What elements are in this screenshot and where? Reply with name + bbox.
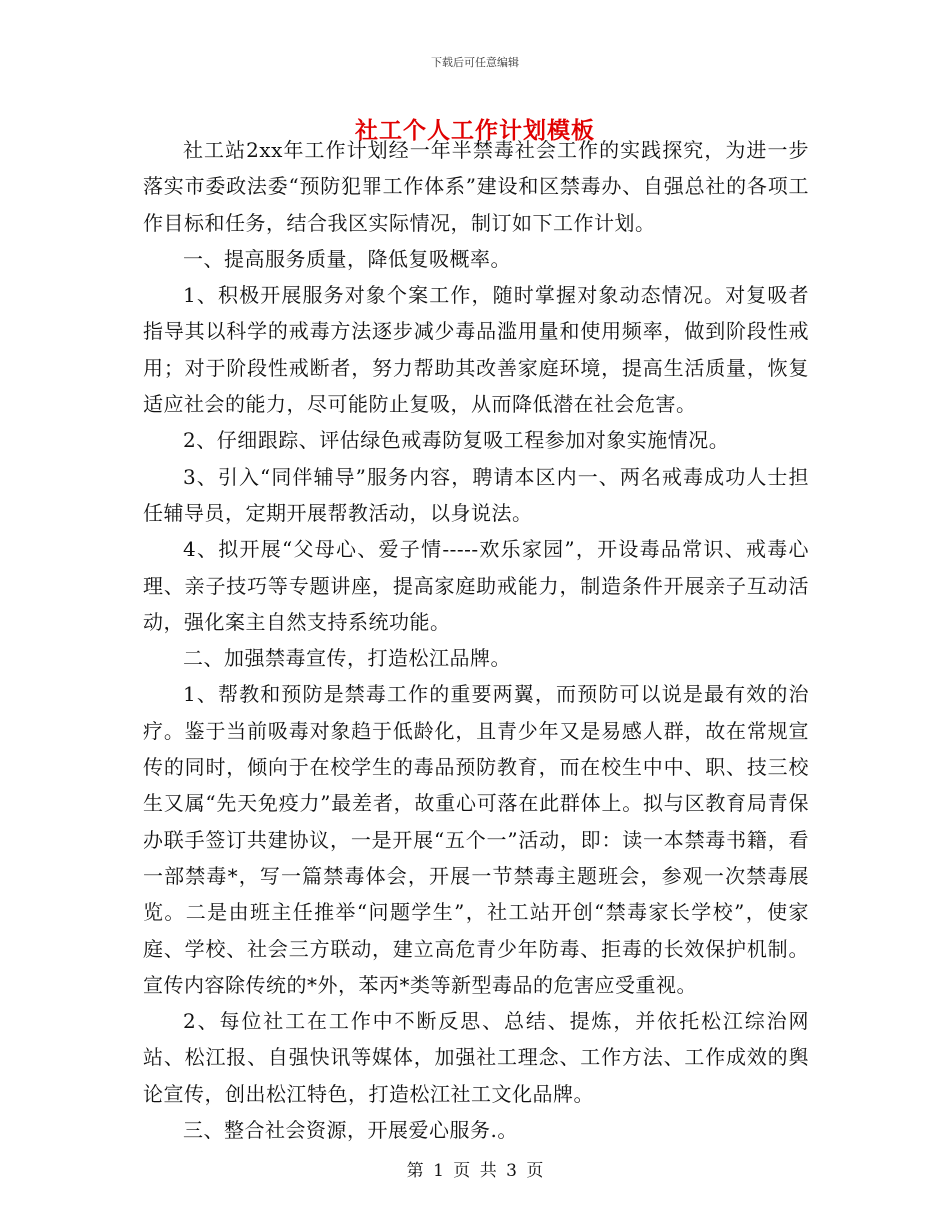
- paragraph-1-4: 4、拟开展“父母心、爱子情-----欢乐家园”，开设毒品常识、戒毒心理、亲子技巧等专题讲座，提高家庭助戒能力，制造条件开展亲子互动活动，强化案主自然支持系统功能。: [143, 537, 809, 634]
- paragraph-2-1: 1、帮教和预防是禁毒工作的重要两翼，而预防可以说是最有效的治疗。鉴于当前吸毒对象趋于低龄化，且青少年又是易感人群，故在常规宣传的同时，倾向于在校学生的毒品预防教育，而在校生中中、职、技三校生又属“先天免疫力”最差者，故重心可落在此群体上。拟与区教育局青保办联手签订共建协议，一是开展“五个一”活动，即：读一本禁毒书籍，看一部禁毒*，写一篇禁毒体会，开展一节禁毒主题班会，参观一次禁毒展览。二是由班主任推举“问题学生”，社工站开创“禁毒家长学校”，使家庭、学校、社会三方联动，建立高危青少年防毒、拒毒的长效保护机制。宣传内容除传统的*外，苯丙*类等新型毒品的危害应受重视。: [143, 682, 809, 997]
- paragraph-1-2: 2、仔细跟踪、评估绿色戒毒防复吸工程参加对象实施情况。: [183, 428, 730, 453]
- paragraph-intro: 社工站2xx年工作计划经一年半禁毒社会工作的实践探究，为进一步落实市委政法委“预防犯罪工作体系”建设和区禁毒办、自强总社的各项工作目标和任务，结合我区实际情况，制订如下工作计划。: [143, 138, 809, 235]
- section-heading-1: 一、提高服务质量，降低复吸概率。: [183, 246, 511, 271]
- paragraph-1-3: 3、引入“同伴辅导”服务内容，聘请本区内一、两名戒毒成功人士担任辅导员，定期开展帮教活动，以身说法。: [143, 464, 809, 525]
- header-note: 下载后可任意编辑: [431, 56, 519, 69]
- section-heading-3: 三、整合社会资源，开展爱心服务.。: [183, 1118, 518, 1143]
- document-title: 社工个人工作计划模板: [355, 117, 595, 144]
- paragraph-2-2: 2、每位社工在工作中不断反思、总结、提炼，并依托松江综治网站、松江报、自强快讯等媒体，加强社工理念、工作方法、工作成效的舆论宣传，创出松江特色，打造松江社工文化品牌。: [143, 1009, 809, 1106]
- section-heading-2: 二、加强禁毒宣传，打造松江品牌。: [183, 646, 511, 671]
- page-footer: 第 1 页 共 3 页: [406, 1161, 544, 1181]
- document-body: [143, 132, 809, 1148]
- paragraph-1-1: 1、积极开展服务对象个案工作，随时掌握对象动态情况。对复吸者指导其以科学的戒毒方法逐步减少毒品滥用量和使用频率，做到阶段性戒用；对于阶段性戒断者，努力帮助其改善家庭环境，提高生活质量，恢复适应社会的能力，尽可能防止复吸，从而降低潜在社会危害。: [143, 283, 809, 417]
